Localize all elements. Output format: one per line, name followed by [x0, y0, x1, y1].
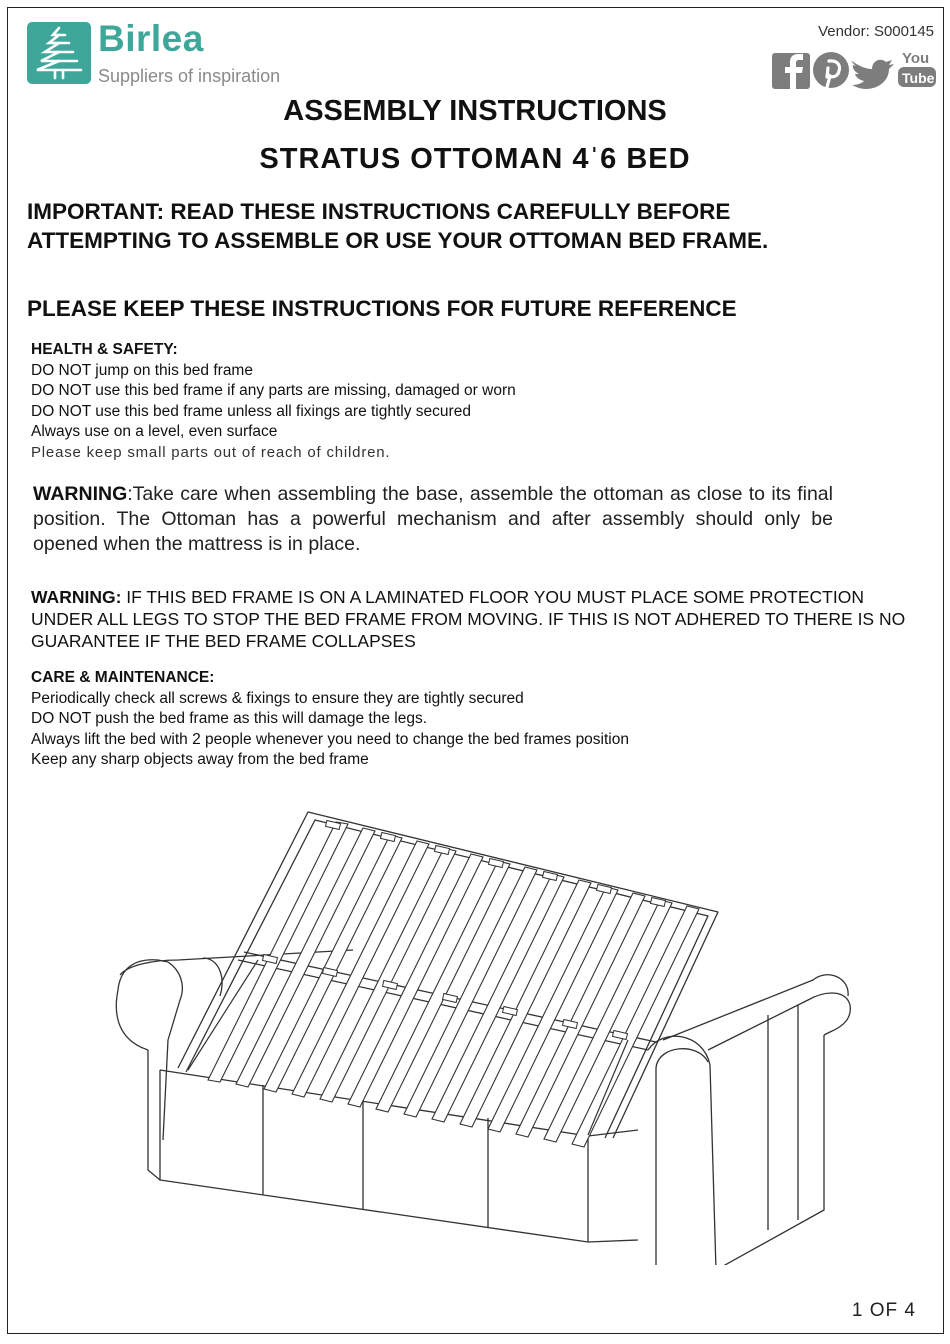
- list-item: Please keep small parts out of reach of children.: [31, 443, 391, 461]
- warning-text: :Take care when assembling the base, assemble the ottoman as close to its final position. The Ottoman has a powerful mechanism and after assembly should only be opened when the mattress is in place.: [33, 483, 833, 555]
- page-title: ASSEMBLY INSTRUCTIONS: [283, 95, 667, 127]
- vendor-code: Vendor: S000145: [818, 23, 934, 40]
- brand-tagline: Suppliers of inspiration: [98, 66, 281, 86]
- mechanism-warning: [33, 482, 833, 557]
- list-item: DO NOT push the bed frame as this will damage the legs.: [31, 710, 428, 727]
- list-item: DO NOT jump on this bed frame: [31, 361, 253, 379]
- pinterest-icon: [813, 52, 849, 88]
- warning-label: WARNING:: [31, 587, 122, 607]
- care-maintenance-section: [31, 668, 629, 771]
- list-item: Always lift the bed with 2 people whenever you need to change the bed frames position: [31, 730, 629, 748]
- facebook-icon: [772, 53, 810, 89]
- page-number: 1 OF 4: [851, 1300, 916, 1321]
- brand-name: Birlea: [98, 18, 204, 59]
- ottoman-bed-illustration: [108, 800, 860, 1265]
- youtube-icon: [898, 50, 936, 87]
- health-safety-section: [31, 340, 516, 463]
- important-notice: IMPORTANT: READ THESE INSTRUCTIONS CAREFULLY BEFORE ATTEMPTING TO ASSEMBLE OR USE YOUR OTTOMAN BED FRAME.: [27, 199, 769, 253]
- floor-warning: [31, 586, 911, 652]
- list-item: Periodically check all screws & fixings to ensure they are tightly secured: [31, 689, 524, 707]
- svg-text:Tube: Tube: [902, 70, 935, 86]
- list-item: DO NOT use this bed frame if any parts are missing, damaged or worn: [31, 382, 516, 399]
- care-maintenance-heading: CARE & MAINTENANCE:: [31, 669, 215, 686]
- svg-text:You: You: [902, 50, 930, 67]
- social-icons: [772, 47, 936, 91]
- birlea-tree-logo-icon: [27, 22, 91, 84]
- health-safety-heading: HEALTH & SAFETY:: [31, 341, 178, 358]
- product-title: STRATUS OTTOMAN 4ˈ6 BED: [259, 143, 691, 175]
- list-item: DO NOT use this bed frame unless all fixings are tightly secured: [31, 402, 471, 420]
- keep-instructions-notice: PLEASE KEEP THESE INSTRUCTIONS FOR FUTURE REFERENCE: [27, 296, 737, 321]
- list-item: Always use on a level, even surface: [31, 423, 278, 440]
- warning-text: IF THIS BED FRAME IS ON A LAMINATED FLOOR YOU MUST PLACE SOME PROTECTION UNDER ALL LEGS TO STOP THE BED FRAME FROM MOVING. IF THIS IS NOT ADHERED TO THERE IS NO GUARANTEE IF THE BED FRAME COLLAPSES: [31, 587, 906, 651]
- list-item: Keep any sharp objects away from the bed frame: [31, 751, 369, 768]
- warning-label: WARNING: [33, 483, 128, 505]
- twitter-icon: [852, 60, 894, 89]
